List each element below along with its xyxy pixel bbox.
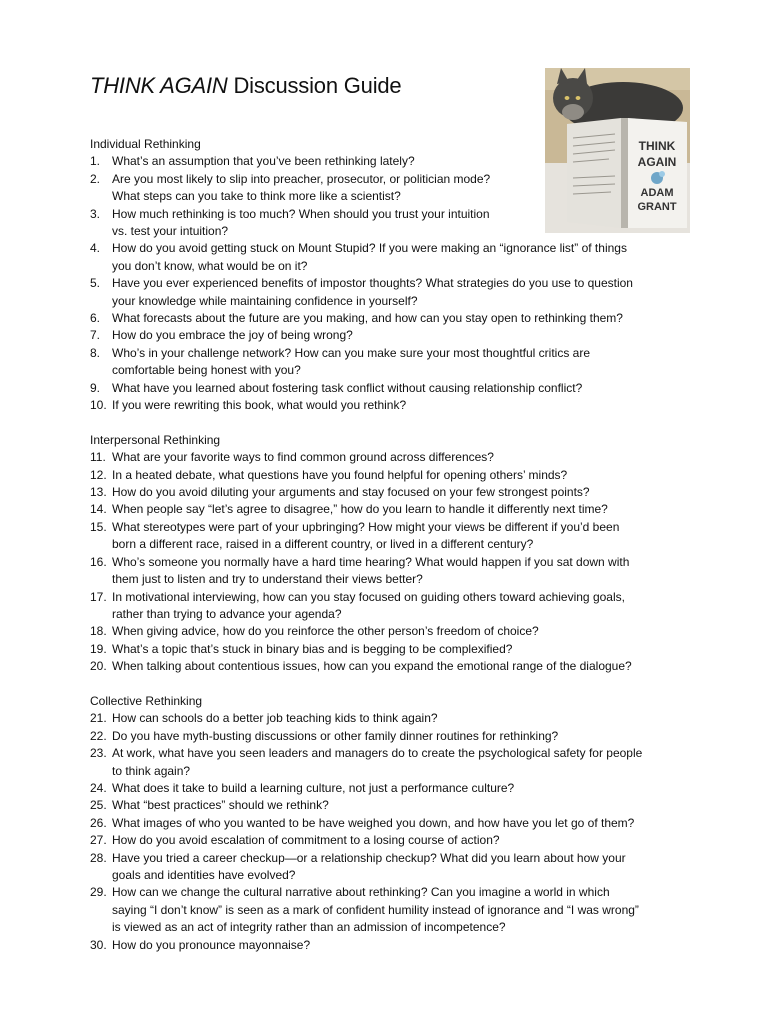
item-text: What images of who you wanted to be have weighed you down, and how have you let go of them? [112,815,635,830]
item-text: At work, what have you seen leaders and managers do to create the psychological safety for people [112,746,643,761]
list-item [90,240,680,275]
item-text: What does it take to build a learning culture, not just a performance culture? [112,780,515,795]
item-number: 26. [90,815,107,830]
item-text: them just to listen and try to understand their views better? [112,572,423,587]
list-item [90,728,680,745]
guide-content [90,136,680,954]
item-text: rather than trying to advance your agenda? [112,606,342,621]
list-item [90,345,680,380]
item-text: What’s an assumption that you’ve been rethinking lately? [112,154,415,169]
list-item [90,310,680,327]
item-number: 4. [90,241,101,256]
list-item [90,501,680,518]
list-item [90,449,680,466]
list-item [90,153,680,170]
item-number: 17. [90,589,107,604]
item-text: Who’s someone you normally have a hard time hearing? What would happen if you sat down with [112,554,630,569]
item-text: goals and identities have evolved? [112,867,296,882]
item-text: Who’s in your challenge network? How can you make sure your most thoughtful critics are [112,345,591,360]
item-number: 23. [90,746,107,761]
item-number: 24. [90,780,107,795]
list-item [90,641,680,658]
list-item [90,623,680,640]
item-text: When people say “let’s agree to disagree,” how do you learn to handle it differently next time? [112,502,608,517]
item-text: What’s a topic that’s stuck in binary bias and is begging to be complexified? [112,641,513,656]
section-heading: Collective Rethinking [90,693,203,708]
item-number: 7. [90,328,101,343]
list-item [90,850,680,885]
item-text: How do you embrace the joy of being wrong? [112,328,353,343]
list-item [90,275,680,310]
item-text: When giving advice, how do you reinforce the other person’s freedom of choice? [112,624,539,639]
item-text: How do you avoid escalation of commitment to a losing course of action? [112,833,500,848]
item-number: 5. [90,276,101,291]
item-number: 10. [90,398,107,413]
item-text: How can schools do a better job teaching kids to think again? [112,711,438,726]
list-item [90,380,680,397]
item-text: born a different race, raised in a different country, or lived in a different century? [112,537,534,552]
question-list [90,710,680,954]
item-text: your knowledge while maintaining confidence in yourself? [112,293,418,308]
item-number: 30. [90,937,107,952]
item-number: 21. [90,711,107,726]
item-text: comfortable being honest with you? [112,363,301,378]
item-text: to think again? [112,763,191,778]
list-item [90,832,680,849]
list-item [90,519,680,554]
list-item [90,780,680,797]
item-number: 11. [90,450,106,465]
item-number: 6. [90,311,101,326]
item-text: How do you pronounce mayonnaise? [112,937,311,952]
item-text: How much rethinking is too much? When should you trust your intuition [112,206,490,221]
item-number: 19. [90,641,107,656]
item-number: 8. [90,345,101,360]
item-text: saying “I don’t know” is seen as a mark of confident humility instead of ignorance and “I was wrong” [112,902,639,917]
item-number: 12. [90,467,107,482]
item-text: Are you most likely to slip into preacher, prosecutor, or politician mode? [112,171,491,186]
item-text: How can we change the cultural narrative about rethinking? Can you imagine a world in which [112,885,610,900]
item-text: How do you avoid diluting your arguments and stay focused on your few strongest points? [112,485,590,500]
item-number: 29. [90,885,107,900]
item-text: Have you ever experienced benefits of impostor thoughts? What strategies do you use to question [112,276,633,291]
item-number: 9. [90,380,101,395]
list-item [90,815,680,832]
item-text: vs. test your intuition? [112,224,229,239]
item-number: 22. [90,728,107,743]
item-text: Have you tried a career checkup—or a relationship checkup? What did you learn about how your [112,850,626,865]
item-text: is viewed as an act of integrity rather than an admission of incompetence? [112,920,506,935]
title-rest: Discussion Guide [233,73,402,98]
cover-line1: THINK [638,139,676,153]
cover-author1: ADAM [640,187,674,199]
title-italic: THINK AGAIN [90,73,228,98]
cover-author2: GRANT [637,201,677,213]
item-text: What “best practices” should we rethink? [112,798,329,813]
item-text: If you were rewriting this book, what would you rethink? [112,398,407,413]
section-interpersonal [90,432,680,676]
list-item [90,206,680,241]
item-number: 25. [90,798,107,813]
page-title [90,72,401,100]
item-text: What are your favorite ways to find common ground across differences? [112,450,494,465]
list-item [90,484,680,501]
item-number: 2. [90,171,101,186]
list-item [90,710,680,727]
section-heading: Interpersonal Rethinking [90,432,221,447]
item-number: 14. [90,502,107,517]
list-item [90,745,680,780]
item-number: 20. [90,659,107,674]
section-individual [90,136,680,414]
list-item [90,797,680,814]
item-text: In motivational interviewing, how can you stay focused on guiding others toward achieving goals, [112,589,625,604]
list-item [90,171,680,206]
list-item [90,467,680,484]
list-item [90,589,680,624]
item-text: Do you have myth-busting discussions or other family dinner routines for rethinking? [112,728,559,743]
list-item [90,554,680,589]
item-text: What forecasts about the future are you making, and how can you stay open to rethinking them? [112,311,623,326]
item-number: 18. [90,624,107,639]
list-item [90,327,680,344]
item-text: What stereotypes were part of your upbringing? How might your views be different if you’d been [112,519,620,534]
section-collective [90,693,680,954]
section-heading: Individual Rethinking [90,137,201,151]
item-number: 28. [90,850,107,865]
item-number: 15. [90,519,107,534]
item-text: What have you learned about fostering task conflict without causing relationship conflict? [112,380,583,395]
item-number: 1. [90,154,101,169]
cover-line2: AGAIN [637,155,677,169]
item-text: When talking about contentious issues, how can you expand the emotional range of the dialogue? [112,659,632,674]
item-text: In a heated debate, what questions have you found helpful for opening others’ minds? [112,467,568,482]
list-item [90,937,680,954]
item-text: What steps can you take to think more like a scientist? [112,189,401,204]
question-list [90,153,680,414]
item-number: 13. [90,485,107,500]
list-item [90,884,680,936]
question-list [90,449,680,675]
item-text: you don’t know, what would be on it? [112,258,308,273]
item-text: How do you avoid getting stuck on Mount Stupid? If you were making an “ignorance list” of things [112,241,627,256]
item-number: 27. [90,833,107,848]
list-item [90,658,680,675]
item-number: 3. [90,206,101,221]
list-item [90,397,680,414]
item-number: 16. [90,554,107,569]
